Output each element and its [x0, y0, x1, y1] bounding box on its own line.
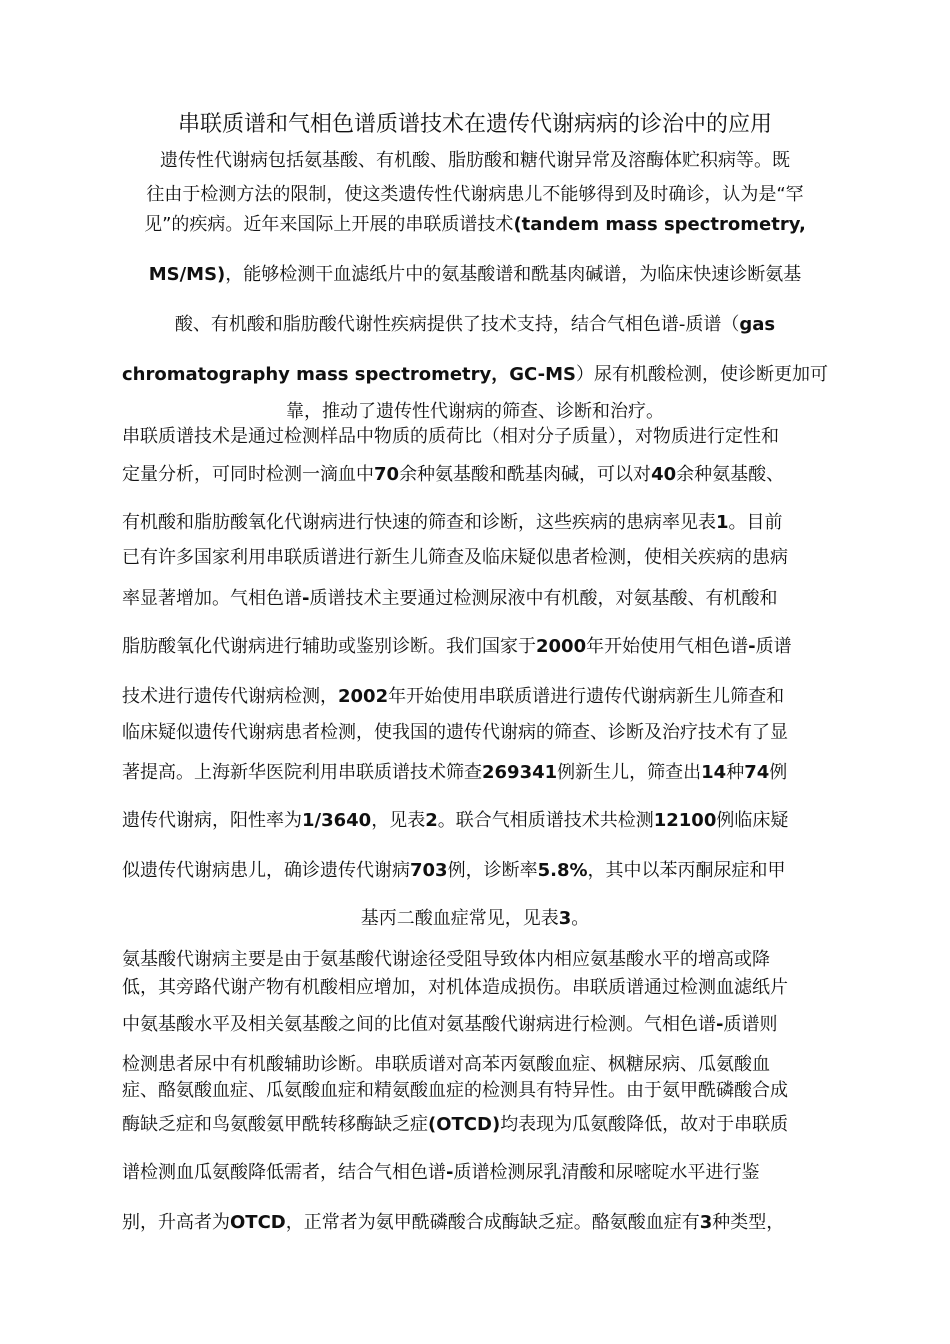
text-segment: 有机酸和脂肪酸氧化代谢病进行快速的筛查和诊断，这些疾病的患病率见表 [122, 512, 716, 533]
text-segment: - [716, 1014, 724, 1035]
text-segment: 氨基酸代谢病主要是由于氨基酸代谢途径受阻导致体内相应氨基酸水平的增高或降 [122, 949, 770, 970]
text-segment: ，其中以苯丙酮尿症和甲 [587, 860, 786, 881]
text-segment: 3 [558, 908, 572, 929]
text-segment: 1 [716, 512, 729, 533]
text-segment: 往由于检测方法的限制，使这类遗传性代谢病患儿不能够得到及时确诊，认为是“罕 [146, 184, 804, 205]
paragraph-3-line-1 [122, 947, 770, 973]
text-segment: 临床疑似遗传代谢病患者检测，使我国的遗传代谢病的筛查、诊断及治疗技术有了显 [122, 722, 788, 743]
text-segment: 遗传代谢病，阳性率为 [122, 810, 302, 831]
text-segment: 74 [744, 762, 770, 783]
text-segment: 酸、有机酸和脂肪酸代谢性疾病提供了技术支持，结合气相色谱-质谱（ [174, 314, 740, 335]
text-segment: 年开始使用串联质谱进行遗传代谢病新生儿筛查和 [388, 686, 785, 707]
text-segment: - [302, 588, 310, 609]
text-segment: 例 [769, 762, 788, 783]
text-segment: 中氨基酸水平及相关氨基酸之间的比值对氨基酸代谢病进行检测。气相色谱 [122, 1014, 716, 1035]
text-segment: 12100 [653, 810, 717, 831]
paragraph-3-line-6 [122, 1112, 788, 1138]
paragraph-3-line-3 [122, 1012, 777, 1038]
text-segment: 串联质谱技术是通过检测样品中物质的质荷比（相对分子质量），对物质进行定性和 [122, 426, 779, 447]
text-segment: 。 [571, 908, 590, 929]
text-segment: 种类型， [712, 1212, 785, 1233]
text-segment: - [748, 636, 756, 657]
paragraph-1-line-2 [0, 182, 950, 208]
text-segment: 似遗传代谢病患儿，确诊遗传代谢病 [122, 860, 410, 881]
text-segment: 2 [425, 810, 438, 831]
text-segment: 余种氨基酸、 [676, 464, 785, 485]
paragraph-2-line-11 [122, 858, 786, 884]
text-segment: 谱检测血瓜氨酸降低需者，结合气相色谱 [122, 1162, 446, 1183]
text-segment: 703 [410, 860, 448, 881]
text-segment: 症、酪氨酸血症、瓜氨酸血症和精氨酸血症的检测具有特异性。由于氨甲酰磷酸合成 [122, 1080, 788, 1101]
paragraph-2-line-12 [0, 906, 950, 932]
paragraph-2-line-2 [122, 462, 784, 488]
text-segment: 年开始使用气相色谱 [586, 636, 749, 657]
text-segment: 。联合气相质谱技术共检测 [437, 810, 654, 831]
text-segment: 遗传性代谢病包括氨基酸、有机酸、脂肪酸和糖代谢异常及溶酶体贮积病等。既 [160, 150, 790, 171]
paragraph-1-line-1 [0, 148, 950, 174]
text-segment: (OTCD) [428, 1114, 501, 1135]
paragraph-3-line-7 [122, 1160, 759, 1186]
text-segment: 2002 [338, 686, 389, 707]
text-segment: 余种氨基酸和酰基肉碱，可以对 [399, 464, 652, 485]
text-segment: 。目前 [728, 512, 783, 533]
document-title: 串联质谱和气相色谱质谱技术在遗传代谢病病的诊治中的应用 [177, 112, 772, 137]
paragraph-2-line-7 [122, 684, 784, 710]
paragraph-2-line-1 [122, 424, 779, 450]
paragraph-1-line-5 [0, 312, 950, 338]
text-segment: 均表现为瓜氨酸降低，故对于串联质 [500, 1114, 789, 1135]
paragraph-2-line-5 [122, 586, 777, 612]
text-segment: 2000 [536, 636, 587, 657]
text-segment: 脂肪酸氧化代谢病进行辅助或鉴别诊断。我们国家于 [122, 636, 536, 657]
text-segment: 质谱 [755, 636, 792, 657]
paragraph-2-line-10 [122, 808, 788, 834]
text-segment: 率显著增加。气相色谱 [122, 588, 302, 609]
text-segment: 269341 [482, 762, 558, 783]
text-segment: ，正常者为氨甲酰磷酸合成酶缺乏症。酪氨酸血症有 [285, 1212, 700, 1233]
text-segment: 已有许多国家利用串联质谱进行新生儿筛查及临床疑似患者检测，使相关疾病的患病 [122, 547, 788, 568]
text-segment: (tandem mass spectrometry, [513, 214, 806, 235]
text-segment: gas [739, 314, 776, 335]
text-segment: ）尿有机酸检测，使诊断更加可 [576, 364, 829, 385]
text-segment: ，能够检测干血滤纸片中的氨基酸谱和酰基肉碱谱，为临床快速诊断氨基 [225, 264, 802, 285]
text-segment: ，见表 [371, 810, 426, 831]
paragraph-2-line-8 [122, 720, 788, 746]
paragraph-2-line-9 [122, 760, 787, 786]
paragraph-1-line-7 [0, 399, 950, 425]
paragraph-1-line-6 [0, 362, 950, 388]
text-segment: 见”的疾病。近年来国际上开展的串联质谱技术 [144, 214, 514, 235]
text-segment: 质谱则 [723, 1014, 778, 1035]
text-segment: 低，其旁路代谢产物有机酸相应增加，对机体造成损伤。串联质谱通过检测血滤纸片 [122, 977, 788, 998]
text-segment: 5.8% [537, 860, 588, 881]
text-segment: 靠，推动了遗传性代谢病的筛查、诊断和治疗。 [286, 401, 664, 422]
text-segment: - [446, 1162, 454, 1183]
text-segment: 别，升高者为 [122, 1212, 230, 1233]
paragraph-3-line-5 [122, 1078, 788, 1104]
text-segment: 14 [701, 762, 727, 783]
text-segment: 例，诊断率 [447, 860, 538, 881]
text-segment: 1/3640 [302, 810, 372, 831]
paragraph-3-line-8 [122, 1210, 784, 1236]
text-segment: MS/MS) [148, 264, 226, 285]
paragraph-2-line-4 [122, 545, 788, 571]
paragraph-3-line-4 [122, 1052, 770, 1078]
paragraph-2-line-3 [122, 510, 783, 536]
text-segment: 质谱技术主要通过检测尿液中有机酸，对氨基酸、有机酸和 [309, 588, 778, 609]
text-segment: 3 [699, 1212, 713, 1233]
text-segment: 检测患者尿中有机酸辅助诊断。串联质谱对高苯丙氨酸血症、枫糖尿病、瓜氨酸血 [122, 1054, 770, 1075]
text-segment: 70 [374, 464, 400, 485]
text-segment: 质谱检测尿乳清酸和尿嘧啶水平进行鉴 [453, 1162, 760, 1183]
text-segment: 酶缺乏症和鸟氨酸氨甲酰转移酶缺乏症 [122, 1114, 428, 1135]
text-segment: OTCD [230, 1212, 286, 1233]
paragraph-3-line-2 [122, 975, 788, 1001]
text-segment: 种 [726, 762, 745, 783]
paragraph-1-line-4 [0, 262, 950, 288]
paragraph-1-line-3 [0, 212, 950, 238]
text-segment: 例新生儿，筛查出 [557, 762, 702, 783]
text-segment: chromatography mass spectrometry，GC-MS [121, 364, 577, 385]
text-segment: 例临床疑 [716, 810, 789, 831]
text-segment: 著提高。上海新华医院利用串联质谱技术筛查 [122, 762, 482, 783]
text-segment: 40 [651, 464, 677, 485]
text-segment: 技术进行遗传代谢病检测， [122, 686, 338, 707]
text-segment: 基丙二酸血症常见，见表 [360, 908, 559, 929]
paragraph-2-line-6 [122, 634, 792, 660]
text-segment: 定量分析，可同时检测一滴血中 [122, 464, 374, 485]
